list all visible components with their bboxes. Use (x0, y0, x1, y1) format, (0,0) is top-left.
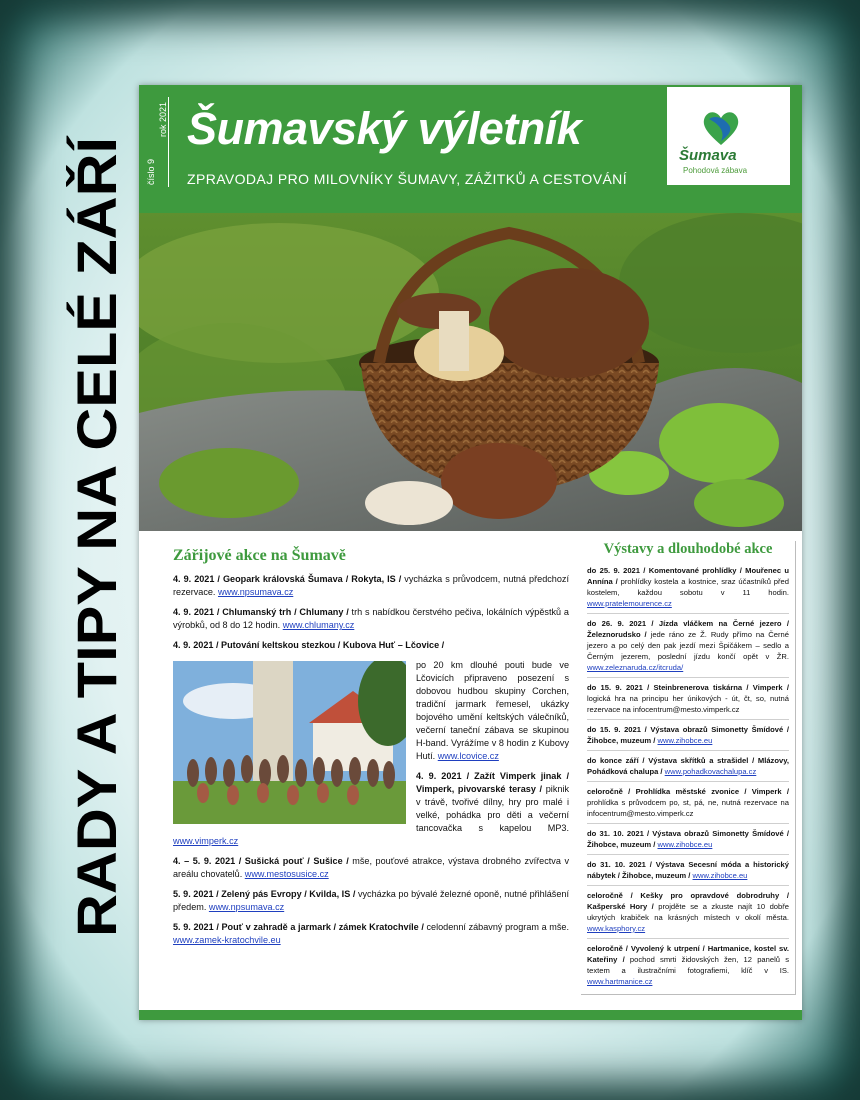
exhibition-title: celoročně / Prohlídka městské zvonice / Vimperk / (587, 787, 789, 796)
event-item (173, 573, 569, 599)
exhibition-item (587, 561, 789, 614)
exhibition-title: do 31. 10. 2021 / Výstava Secesní móda a historický nábytek / Žihobce, muzeum / (587, 860, 789, 880)
event-text: mše, pouťové atrakce, výstava drobného zvířectva v areálu chovatelů. (173, 856, 569, 879)
event-text: vycházka po bývalé železné oponě, nutné přihlášení předem. (173, 889, 569, 912)
exhibition-text: pochod smrti židovských žen, 12 panelů s textem a ilustračními fotografiemi, klíč v IS. (587, 955, 790, 975)
exhibition-item (587, 720, 789, 751)
event-title: 4. 9. 2021 / Putování keltskou stezkou / Kubova Huť – Lčovice / (173, 640, 445, 650)
event-title: 5. 9. 2021 / Pouť v zahradě a jarmark / zámek Kratochvíle / (173, 922, 424, 932)
exhibition-link[interactable]: www.zeleznaruda.cz/itcruda/ (587, 663, 684, 672)
exhibition-item (587, 886, 789, 939)
exhibition-title: do konce září / Výstava skřítků a strašidel / Mlázovy, Pohádková chalupa / (587, 756, 789, 776)
exhibition-title: do 26. 9. 2021 / Jízda vláčkem na Černé jezero / Železnorudsko / (587, 619, 789, 639)
exhibition-title: do 15. 9. 2021 / Výstava obrazů Simonetty Šmídové / Žihobce, muzeum / (587, 725, 789, 745)
event-text: celodenní zábavný program a mše. (423, 922, 569, 932)
event-item (173, 921, 569, 947)
exhibition-link[interactable]: www.hartmanice.cz (587, 977, 653, 986)
exhibition-title: celoročně / Kešky pro opravdové dobrodruhy / Kašperské Hory / (587, 891, 789, 911)
exhibition-title: do 31. 10. 2021 / Výstava obrazů Simonetty Šmídové / Žihobce, muzeum / (587, 829, 789, 849)
events-column (173, 547, 569, 954)
side-title-text: RADY A TIPY NA CELÉ ZÁŘÍ (65, 182, 128, 937)
celtic-pilgrimage-photo (173, 661, 406, 824)
exhibition-text: prohlídky kostela a kostnice, sraz účastníků před kostelem, každou sobotu v 11 hodin. (587, 577, 790, 597)
event-text: po 20 km dlouhé pouti bude ve Lčovicích připraveno posezení s dobovou hudbou skupiny Corchen, tradiční jarmark řemesel, ukázky bojového umění keltských válečníků, večerní taneční zábava se skupinou H-band. Vyrážíme v 8 hodin z Kubovy Hutí. (416, 660, 569, 761)
exhibition-link[interactable]: www.zihobce.eu (692, 871, 748, 880)
logo-tagline: Pohodová zábava (683, 166, 748, 175)
event-title: 5. 9. 2021 / Zelený pás Evropy / Kvilda, IS / (173, 889, 356, 899)
sumava-logo (667, 87, 790, 185)
exhibition-item (587, 939, 789, 991)
event-link[interactable]: www.mestosusice.cz (244, 869, 329, 879)
mushroom-basket-photo (139, 213, 802, 531)
event-link[interactable]: www.vimperk.cz (173, 836, 239, 846)
events-heading: Zářijové akce na Šumavě (173, 547, 346, 564)
exhibition-item (587, 824, 789, 855)
exhibition-title: do 25. 9. 2021 / Komentované prohlídky / Mouřenec u Annína / (587, 566, 789, 586)
event-title: 4. 9. 2021 / Zažít Vimperk jinak / Vimperk, pivovarské terasy / (416, 771, 569, 794)
event-item (173, 888, 569, 914)
newsletter-page (139, 85, 802, 1020)
exhibitions-heading: Výstavy a dlouhodobé akce (603, 541, 773, 557)
exhibition-item (587, 855, 789, 886)
exhibition-item (587, 614, 789, 678)
exhibition-item (587, 678, 789, 720)
event-title: 4. 9. 2021 / Geopark královská Šumava / Rokyta, IS / (173, 574, 402, 584)
event-link[interactable]: www.chlumany.cz (282, 620, 355, 630)
side-title (58, 132, 134, 942)
exhibition-text: prohlídka s průvodcem po, st, pá, ne, nutná rezervace na infocentrum@mesto.vimperk.cz (587, 798, 789, 818)
event-link[interactable]: www.npsumava.cz (208, 902, 285, 912)
event-link[interactable]: www.npsumava.cz (217, 587, 294, 597)
exhibition-item (587, 782, 789, 824)
exhibition-item (587, 751, 789, 782)
event-link[interactable]: www.lcovice.cz (437, 751, 499, 761)
logo-name: Šumava (679, 147, 737, 164)
footer-bar (139, 1010, 802, 1020)
event-item (173, 855, 569, 881)
issue-number: číslo 9 (146, 158, 156, 185)
exhibition-title: do 15. 9. 2021 / Steinbrenerova tiskárna / Vimperk / (587, 683, 789, 692)
exhibition-text: projděte se a zkuste najít 10 dobře ukrytých krabiček na krásných místech v okolí města. (587, 902, 789, 922)
newsletter-subtitle: ZPRAVODAJ PRO MILOVNÍKY ŠUMAVY, ZÁŽITKŮ A CESTOVÁNÍ (187, 171, 627, 187)
exhibition-link[interactable]: www.zihobce.eu (657, 736, 713, 745)
issue-strip (143, 97, 169, 187)
event-text: piknik v trávě, tvořivé dílny, hry pro malé i velké, pohádka pro děti a večerní tancovačka s kapelou MP3. (416, 784, 569, 833)
event-text: trh s nabídkou čerstvého pečiva, lokálních výpěstků a výrobků, od 8 do 12 hodin. (173, 607, 569, 630)
exhibition-title: celoročně / Vyvolený k utrpení / Hartmanice, kostel sv. Kateřiny / (587, 944, 789, 964)
heart-leaf-icon (699, 107, 743, 147)
event-item (173, 606, 569, 632)
event-title: 4. – 5. 9. 2021 / Sušická pouť / Sušice / (173, 856, 349, 866)
newsletter-title: Šumavský výletník (187, 103, 582, 154)
exhibition-link[interactable]: www.zihobce.eu (657, 840, 713, 849)
exhibition-text: jede ráno ze Ž. Rudy přímo na Černé jezero a po celý den pak jezdí mezi Špičákem – sedlo a Černým jezerem, poslední jízdu končí opět v ŽR. (587, 630, 789, 661)
event-item (173, 639, 569, 652)
issue-year: rok 2021 (158, 101, 168, 137)
exhibition-link[interactable]: www.pratelemourence.cz (587, 599, 672, 608)
exhibition-link[interactable]: www.kasphory.cz (587, 924, 646, 933)
event-photo-block (173, 659, 569, 855)
exhibition-link[interactable]: www.pohadkovachalupa.cz (664, 767, 757, 776)
newsletter-header (139, 85, 802, 213)
event-text: vycházka s průvodcem, nutná předchozí rezervace. (173, 574, 569, 597)
event-link[interactable]: www.zamek-kratochvile.eu (173, 935, 281, 945)
event-title: 4. 9. 2021 / Chlumanský trh / Chlumany / (173, 607, 349, 617)
exhibition-text: logická hra na principu her únikových - út, čt, so, nutná rezervace na infocentrum@mesto.vimperk.cz (587, 694, 789, 714)
exhibitions-column (581, 541, 796, 995)
